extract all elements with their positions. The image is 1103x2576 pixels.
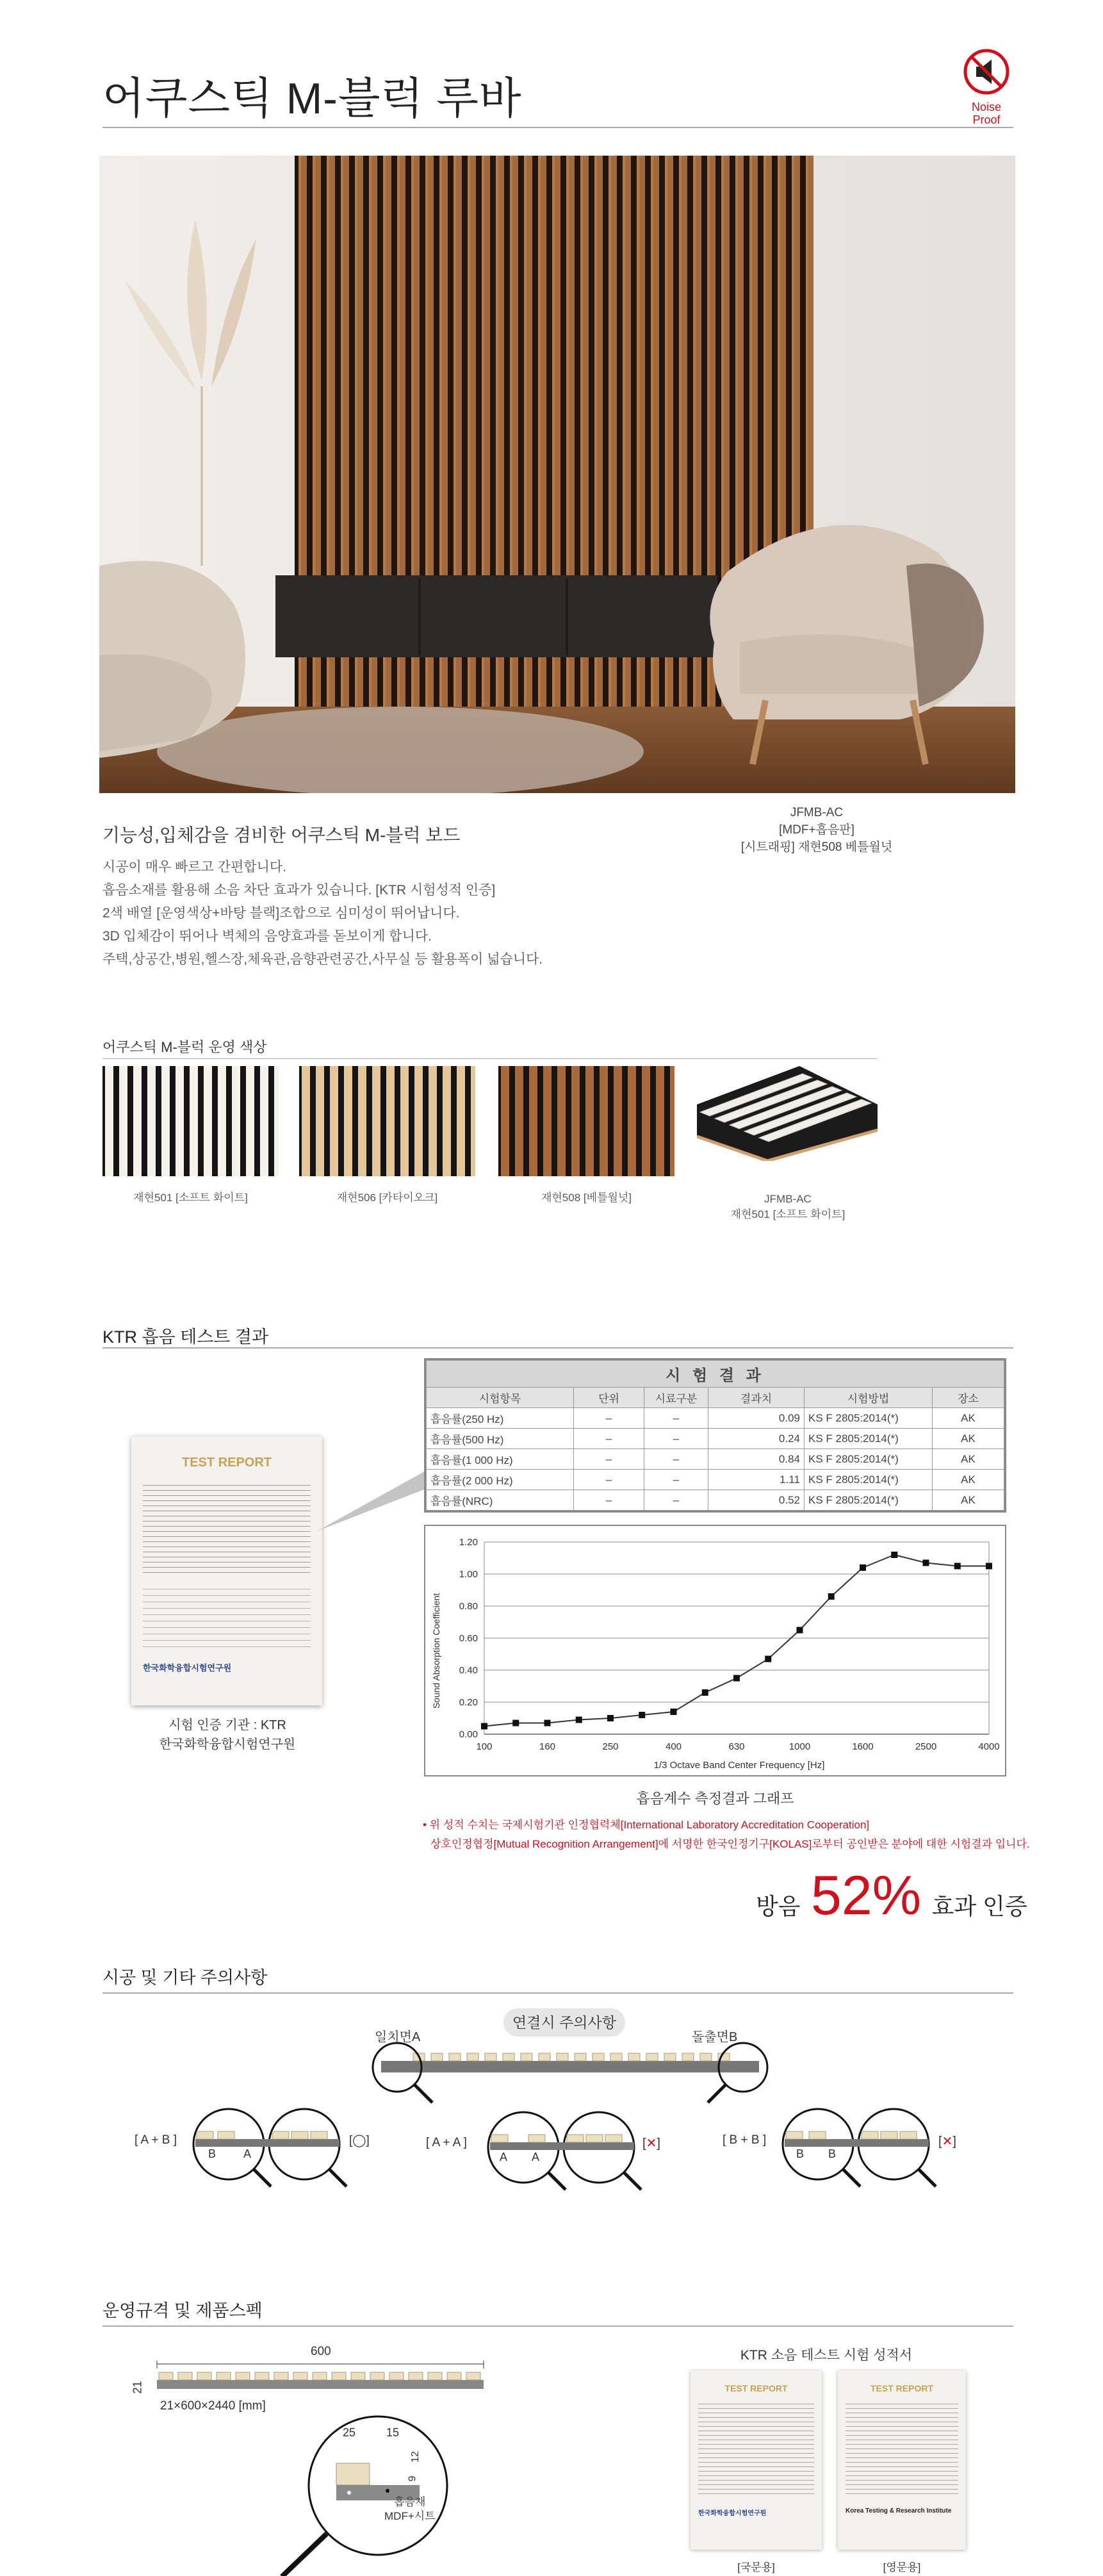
ktr-report-thumbnail: [131, 1436, 322, 1705]
graph-caption: 흡음계수 측정결과 그래프: [636, 1791, 794, 1807]
colors-rule: [102, 1058, 878, 1059]
y-tick-label: 0.40: [459, 1665, 478, 1676]
swatch-slat: [471, 1066, 475, 1176]
table-row: [427, 1449, 1004, 1470]
table-cell: –: [644, 1408, 708, 1429]
callout-pointer: [317, 1467, 432, 1538]
profile-slat: [159, 2372, 173, 2380]
table-cell: KS F 2805:2014(*): [805, 1449, 933, 1470]
close-bracket: ]: [952, 2135, 956, 2149]
profile-slat: [332, 2372, 346, 2380]
y-tick-label: 0.60: [459, 1633, 478, 1644]
report-en-thumbnail: [838, 2370, 966, 2550]
cert-org: 한국화학융합시험연구원: [159, 1737, 296, 1752]
report-en-heading: TEST REPORT: [870, 2383, 933, 2393]
close-bracket: ]: [657, 2137, 660, 2151]
ktr-title: KTR 흡음 테스트 결과: [102, 1327, 269, 1347]
swatch-slat: [529, 1066, 537, 1176]
swatch-slat: [204, 1066, 212, 1176]
ok-mark: [◯]: [349, 2134, 370, 2147]
swatch-soft-white: [102, 1066, 279, 1176]
data-point: [639, 1712, 645, 1718]
chart-svg: [425, 1526, 1005, 1775]
swatch-image: [102, 1066, 279, 1176]
width-dimension: 600: [311, 2345, 331, 2358]
accreditation-note: [423, 1816, 1038, 1854]
x-tick-label: 1000: [788, 1741, 811, 1752]
table-cell: –: [574, 1490, 644, 1511]
swatch-slat: [670, 1066, 674, 1176]
swatch-slat: [161, 1066, 170, 1176]
data-point: [828, 1593, 835, 1600]
ktr-rule: [102, 1347, 1013, 1349]
profile-slat: [255, 2372, 269, 2380]
board-slat: [646, 2053, 658, 2061]
swatch-slat: [400, 1066, 409, 1176]
table-cell: –: [574, 1449, 644, 1470]
data-point: [986, 1563, 992, 1570]
table-cell: 0.52: [708, 1490, 805, 1511]
x-icon: ✕: [646, 2137, 657, 2151]
report-kr-org: 한국화학융합시험연구원: [698, 2510, 767, 2517]
profile-slat: [351, 2372, 365, 2380]
dimensions: 21×600×2440 [mm]: [160, 2399, 266, 2413]
swatch-label: 재현506 [카타이오크]: [336, 1192, 438, 1204]
swatch-slat: [515, 1066, 523, 1176]
report-text-lines: [846, 2400, 958, 2496]
profile-slat: [313, 2372, 327, 2380]
report-en-label: [영문용]: [883, 2561, 921, 2573]
hero-image: [99, 156, 1015, 793]
table-cell: –: [574, 1429, 644, 1449]
swatch-image: [299, 1066, 475, 1176]
board-slat: [700, 2053, 712, 2061]
right-end-label: 돌출면B: [692, 2030, 738, 2044]
report-kr-heading: TEST REPORT: [724, 2383, 788, 2393]
swatch-slat: [600, 1066, 608, 1176]
dim-15: 15: [386, 2426, 400, 2439]
intro-line: 시공이 매우 빠르고 간편합니다.: [102, 860, 287, 874]
profile-slat: [447, 2372, 461, 2380]
data-point: [544, 1720, 551, 1727]
profile-slat: [389, 2372, 404, 2380]
x-tick-label: 2500: [915, 1741, 937, 1752]
x-axis-label: 1/3 Octave Band Center Frequency [Hz]: [653, 1760, 825, 1771]
cert-info: [122, 1716, 333, 1754]
combo-label: [ B + B ]: [723, 2133, 767, 2147]
board-slat: [592, 2053, 604, 2061]
swatch-slat: [119, 1066, 127, 1176]
data-point: [671, 1709, 677, 1715]
combo-end-a: B: [796, 2147, 805, 2160]
report-en-org: Korea Testing & Research Institute: [846, 2507, 952, 2514]
data-point: [702, 1689, 708, 1696]
x-tick-label: 160: [539, 1741, 556, 1752]
section-materials: [384, 2495, 436, 2523]
intro-line: 3D 입체감이 뛰어나 벽체의 음양효과를 돋보이게 합니다.: [102, 929, 432, 944]
table-cell: –: [644, 1470, 708, 1490]
table-cell: 흡음률(2 000 Hz): [427, 1470, 574, 1490]
swatch-slat: [501, 1066, 509, 1176]
absorption-chart: [424, 1525, 1006, 1776]
install-title: 시공 및 기타 주의사항: [102, 1968, 268, 1987]
profile-slat: [466, 2372, 480, 2380]
data-point: [954, 1563, 961, 1570]
swatch-slat: [147, 1066, 156, 1176]
table-header: 시험항목: [427, 1388, 574, 1408]
combo-aa-diagram: [484, 2108, 650, 2197]
swatch-slat: [414, 1066, 423, 1176]
sample-label: 재현501 [소프트 화이트]: [730, 1208, 846, 1220]
open-bracket: [: [938, 2135, 942, 2149]
table-cell: AK: [933, 1429, 1004, 1449]
swatch-slat: [260, 1066, 268, 1176]
sample-code: JFMB-AC: [764, 1193, 812, 1205]
data-point: [797, 1627, 803, 1634]
y-tick-label: 0.00: [459, 1729, 478, 1740]
profile-slat: [217, 2372, 231, 2380]
swatch-slat: [628, 1066, 636, 1176]
table-cell: 흡음률(500 Hz): [427, 1429, 574, 1449]
swatch-slat: [133, 1066, 142, 1176]
table-cell: 흡음률(250 Hz): [427, 1408, 574, 1429]
report-kr-label: [국문용]: [737, 2561, 775, 2573]
board-slat: [521, 2053, 532, 2061]
board-slat: [664, 2053, 676, 2061]
swatch-slat: [443, 1066, 451, 1176]
joint-board-diagram: [368, 2040, 772, 2111]
swatch-slat: [358, 1066, 366, 1176]
table-cell: –: [644, 1490, 708, 1511]
swatch-slat: [344, 1066, 352, 1176]
result-suffix: 효과 인증: [931, 1893, 1027, 1919]
badge-line-1: Noise: [971, 101, 1002, 113]
table-cell: –: [644, 1449, 708, 1470]
table-cell: –: [574, 1470, 644, 1490]
swatch-slat: [386, 1066, 395, 1176]
x-tick-label: 1600: [852, 1741, 874, 1752]
y-axis-label: Sound Absorption Coefficient: [431, 1593, 441, 1709]
height-dimension: 21: [131, 2381, 144, 2394]
report-text-lines: [698, 2400, 814, 2496]
swatch-slat: [429, 1066, 437, 1176]
table-cell: KS F 2805:2014(*): [805, 1490, 933, 1511]
swatch-slat: [571, 1066, 580, 1176]
swatch-slat: [176, 1066, 184, 1176]
spec-rule: [102, 2326, 1013, 2327]
x-tick-label: 100: [476, 1741, 493, 1752]
table-cell: –: [574, 1408, 644, 1429]
combo-end-a: B: [208, 2147, 217, 2160]
swatch-slat: [372, 1066, 380, 1176]
board-slat: [431, 2053, 443, 2061]
swatch-slat: [557, 1066, 566, 1176]
report-text-lines: [143, 1481, 311, 1577]
header-rule: [102, 127, 1013, 128]
table-header: 시험방법: [805, 1388, 933, 1408]
sample-info: [711, 1192, 865, 1222]
result-badge: [756, 1864, 1027, 1928]
swatch-slat: [105, 1066, 113, 1176]
product-material: [MDF+흡음판]: [779, 823, 854, 837]
swatch-slat: [302, 1066, 310, 1176]
speaker-muted-icon: [961, 46, 1012, 97]
table-cell: AK: [933, 1408, 1004, 1429]
core-label: 흡음재: [394, 2496, 426, 2508]
intro-line: 주택,상공간,병원,헬스장,체육관,음향관련공간,사무실 등 활용폭이 넓습니다.: [102, 952, 543, 967]
x-tick-label: 250: [602, 1741, 619, 1752]
report-title: KTR 소음 테스트 시험 성적서: [740, 2348, 913, 2363]
dim-25: 25: [343, 2426, 356, 2439]
intro-line: 2색 배열 [운영색상+바탕 블랙]조합으로 심미성이 뛰어납니다.: [102, 906, 460, 921]
swatch-slat: [642, 1066, 650, 1176]
note-line: 상호인정협정[Mutual Recognition Arrangement]에 서명한 한국인정기구[KOLAS]로부터 공인받은 분야에 대한 시험결과 입니다.: [430, 1838, 1030, 1850]
data-point: [860, 1564, 866, 1571]
result-prefix: 방음: [756, 1893, 801, 1919]
swatch-slat: [218, 1066, 226, 1176]
series-line: [484, 1555, 989, 1727]
table-cell: AK: [933, 1449, 1004, 1470]
data-point: [733, 1675, 740, 1682]
intro-line: 흡음소재를 활용해 소음 차단 효과가 있습니다. [KTR 시험성적 인증]: [102, 883, 496, 898]
table-cell: KS F 2805:2014(*): [805, 1429, 933, 1449]
ng-mark: [938, 2133, 956, 2149]
report-org: 한국화학융합시험연구원: [143, 1663, 232, 1673]
result-value: 52%: [811, 1865, 922, 1926]
left-end-label: 일치면A: [375, 2030, 421, 2044]
table-cell: 0.24: [708, 1429, 805, 1449]
report-kr-thumbnail: [690, 2370, 822, 2550]
intro-headline: 기능성,입체감을 겸비한 어쿠스틱 M-블럭 보드: [102, 825, 461, 845]
swatch-label: 재현501 [소프트 화이트]: [133, 1192, 248, 1204]
table-row: [427, 1429, 1004, 1449]
table-cell: AK: [933, 1490, 1004, 1511]
report-text-lines: [143, 1583, 311, 1647]
swatch-slat: [543, 1066, 552, 1176]
board-slat: [467, 2053, 478, 2061]
board-slat: [557, 2053, 568, 2061]
board-slat: [449, 2053, 461, 2061]
swatch-slat: [457, 1066, 465, 1176]
joint-caution-pill: 연결시 주의사항: [503, 2008, 625, 2037]
results-table: [424, 1358, 1006, 1513]
combo-label: [ A + B ]: [135, 2133, 177, 2147]
table-row: [427, 1408, 1004, 1429]
combo-end-a: A: [500, 2151, 508, 2163]
table-header: 결과치: [708, 1388, 805, 1408]
table-cell: –: [644, 1429, 708, 1449]
cert-label: 시험 인증 기관 : KTR: [168, 1718, 286, 1732]
x-tick-label: 400: [665, 1741, 682, 1752]
board-slat: [628, 2053, 640, 2061]
data-point: [923, 1560, 929, 1566]
profile-slat: [428, 2372, 442, 2380]
table-row: [427, 1470, 1004, 1490]
combo-end-b: B: [828, 2147, 837, 2160]
board-slat: [610, 2053, 622, 2061]
swatch-katai-oak: [299, 1066, 475, 1176]
table-title: 시 험 결 과: [427, 1361, 1004, 1388]
y-tick-label: 1.20: [459, 1537, 478, 1548]
table-header: 단위: [574, 1388, 644, 1408]
data-point: [512, 1720, 519, 1727]
data-point: [481, 1723, 487, 1730]
note-line: • 위 성적 수치는 국제시험기관 인정협력체[International Laboratory Accreditation Cooperation]: [423, 1819, 870, 1831]
table-row: [427, 1490, 1004, 1511]
y-tick-label: 0.20: [459, 1697, 478, 1708]
combo-end-b: A: [532, 2151, 540, 2163]
data-point: [607, 1715, 614, 1721]
combo-end-b: A: [243, 2147, 252, 2160]
swatch-slat: [246, 1066, 254, 1176]
profile-slat: [370, 2372, 384, 2380]
board-slat: [485, 2053, 496, 2061]
table-cell: KS F 2805:2014(*): [805, 1408, 933, 1429]
page-title: 어쿠스틱 M-블럭 루바: [102, 74, 522, 123]
swatch-slat: [232, 1066, 240, 1176]
board-slat: [539, 2053, 550, 2061]
x-icon: ✕: [942, 2135, 953, 2149]
board-slat: [575, 2053, 586, 2061]
sample-board-image: [697, 1066, 878, 1161]
table-header: 장소: [933, 1388, 1004, 1408]
profile-slat: [236, 2372, 250, 2380]
spec-title: 운영규격 및 제품스펙: [102, 2301, 263, 2320]
swatch-slat: [614, 1066, 622, 1176]
swatch-slat: [656, 1066, 664, 1176]
open-bracket: [: [642, 2137, 646, 2151]
swatch-slat: [585, 1066, 594, 1176]
swatch-label: 재현508 [베틀월넛]: [541, 1192, 632, 1204]
table-cell: AK: [933, 1470, 1004, 1490]
board-slat: [682, 2053, 694, 2061]
table-cell: KS F 2805:2014(*): [805, 1470, 933, 1490]
y-tick-label: 1.00: [459, 1569, 478, 1580]
swatch-image: [498, 1066, 674, 1176]
swatch-slat: [190, 1066, 198, 1176]
profile-slat: [409, 2372, 423, 2380]
table-cell: 흡음률(1 000 Hz): [427, 1449, 574, 1470]
combo-label: [ A + A ]: [426, 2136, 467, 2149]
profile-slat: [293, 2372, 307, 2380]
profile-slat: [178, 2372, 192, 2380]
data-point: [891, 1552, 897, 1558]
board-slat: [503, 2053, 514, 2061]
product-code: JFMB-AC: [790, 806, 844, 819]
board-label: MDF+시트: [384, 2510, 436, 2522]
x-tick-label: 630: [728, 1741, 745, 1752]
swatch-battle-walnut: [498, 1066, 674, 1176]
table-cell: 0.84: [708, 1449, 805, 1470]
swatch-slat: [316, 1066, 324, 1176]
dim-12: 12: [409, 2451, 421, 2463]
section-magnifier: [275, 2409, 448, 2576]
product-info: [737, 804, 897, 856]
y-tick-label: 0.80: [459, 1601, 478, 1612]
profile-slat: [197, 2372, 211, 2380]
badge-line-2: Proof: [972, 113, 1001, 126]
dim-9: 9: [407, 2475, 418, 2482]
data-point: [576, 1717, 582, 1723]
intro-lines: [102, 856, 807, 971]
table-cell: 0.09: [708, 1408, 805, 1429]
table-header: 시료구분: [644, 1388, 708, 1408]
swatch-slat: [330, 1066, 338, 1176]
colors-title: 어쿠스틱 M-블럭 운영 색상: [102, 1039, 267, 1055]
install-rule: [102, 1992, 1013, 1994]
report-heading: TEST REPORT: [181, 1456, 272, 1470]
table-cell: 1.11: [708, 1470, 805, 1490]
board-profile: [154, 2361, 487, 2399]
noise-proof-badge: [961, 46, 1012, 126]
table-cell: 흡음률(NRC): [427, 1490, 574, 1511]
profile-slat: [274, 2372, 288, 2380]
product-sheet: [시트래핑] 재현508 베틀월넛: [740, 841, 893, 854]
data-point: [765, 1656, 771, 1662]
swatch-slat: [274, 1066, 279, 1176]
x-tick-label: 4000: [978, 1741, 1000, 1752]
ng-mark: [642, 2135, 660, 2151]
